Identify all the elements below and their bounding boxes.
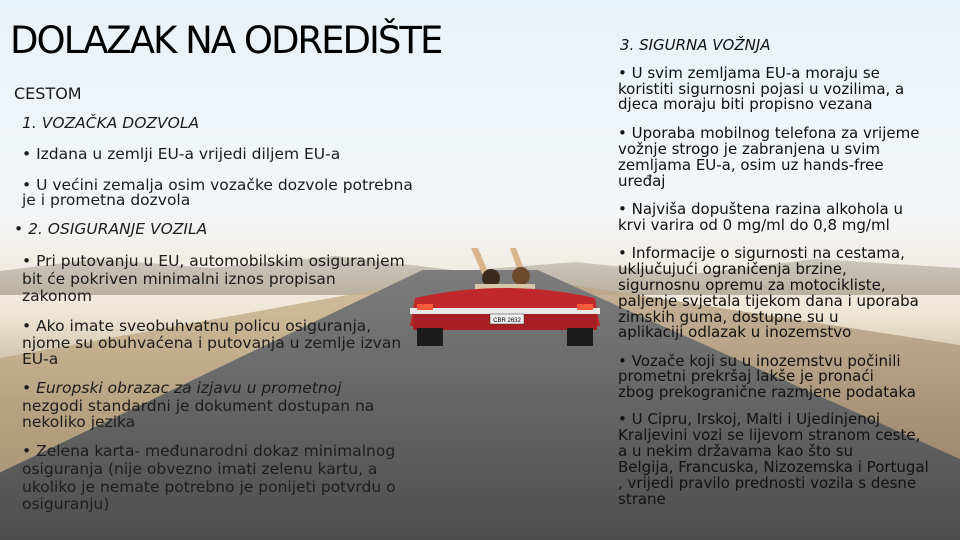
list-item-line: nekoliko jezika [22, 413, 136, 431]
list-item-line: sigurnosnu opremu za motocikliste, [618, 276, 886, 294]
list-item-line: strane [618, 490, 666, 508]
list-item-line: Belgija, Francuska, Nizozemska i Portugal [618, 458, 929, 476]
list-item-line: zbog prekogranične razmjene podataka [618, 383, 916, 401]
list-item-line: bit će pokriven minimalni iznos propisan [22, 270, 336, 288]
list-item-line: uključujući ograničenja brzine, [618, 260, 847, 278]
list-item-line: ukoliko je nemate potrebno je ponijeti potvrdu o [22, 478, 396, 496]
list-item-line: , vrijedi pravilo prednosti vozila s desne [618, 474, 917, 492]
list-item-line: zakonom [22, 287, 92, 305]
list-item-line: • U svim zemljama EU-a moraju se [618, 64, 880, 82]
list-item-line: a u nekim državama kao što su [618, 442, 854, 460]
list-item-line: • Informacije o sigurnosti na cestama, [618, 244, 905, 262]
list-item-line: • Uporaba mobilnog telefona za vrijeme [618, 124, 920, 142]
list-item-line: vožnje strogo je zabranjena u svim [618, 140, 881, 158]
list-item-line: • Europski obrazac za izjavu u prometnoj [22, 379, 342, 397]
list-item-line: aplikaciji odlazak u inozemstvo [618, 323, 852, 341]
list-item-line: Kraljevini vozi se lijevom stranom ceste, [618, 426, 921, 444]
list-item-line: uređaj [618, 172, 666, 190]
list-item-line: prometni prekršaj lakše je pronaći [618, 367, 874, 385]
list-item-line: • Vozače koji su u inozemstvu počinili [618, 352, 901, 370]
list-item-line: • U Cipru, Irskoj, Malti i Ujedinjenoj [618, 410, 881, 428]
convertible-car-image [395, 248, 615, 358]
list-item-line: EU-a [22, 350, 59, 368]
list-item-line: koristiti sigurnosni pojasi u vozilima, a [618, 80, 905, 98]
list-item-line: osiguranju) [22, 495, 110, 513]
list-item: • Izdana u zemlji EU-a vrijedi diljem EU-a [22, 145, 341, 163]
list-item-line: djeca moraju biti propisno vezana [618, 95, 873, 113]
list-item-line: je i prometna dozvola [22, 191, 191, 209]
list-item-line: nezgodi standardni je dokument dostupan na [22, 397, 375, 415]
slide-title: DOLAZAK NA ODREDIŠTE [10, 19, 442, 62]
section-heading-road: CESTOM [14, 84, 82, 103]
list-item-line: zimskih guma, dostupne su u [618, 308, 839, 326]
list-item-line: • U većini zemalja osim vozačke dozvole potrebna [22, 176, 413, 194]
section-title-insurance: • 2. OSIGURANJE VOZILA [14, 220, 208, 238]
list-item-line: • Zelena karta- međunarodni dokaz minimalnog [22, 442, 396, 460]
list-item-line: osiguranja (nije obvezno imati zelenu kartu, a [22, 460, 378, 478]
list-item-line: paljenje svjetala tijekom dana i uporaba [618, 292, 919, 310]
list-item-line: njome su obuhvaćena i putovanja u zemlje izvan [22, 334, 402, 352]
list-item-line: • Pri putovanju u EU, automobilskim osiguranjem [22, 252, 405, 270]
section-title-license: 1. VOZAČKA DOZVOLA [22, 114, 200, 132]
license-plate: CBR 2632 [493, 318, 521, 324]
list-item-line: krvi varira od 0 mg/ml do 0,8 mg/ml [618, 216, 890, 234]
section-title-safe-driving: 3. SIGURNA VOŽNJA [620, 36, 771, 54]
list-item-line: • Najviša dopuštena razina alkohola u [618, 200, 904, 218]
list-item-line: zemljama EU-a, osim uz hands-free [618, 156, 884, 174]
list-item-line: • Ako imate sveobuhvatnu policu osiguranja, [22, 317, 372, 335]
